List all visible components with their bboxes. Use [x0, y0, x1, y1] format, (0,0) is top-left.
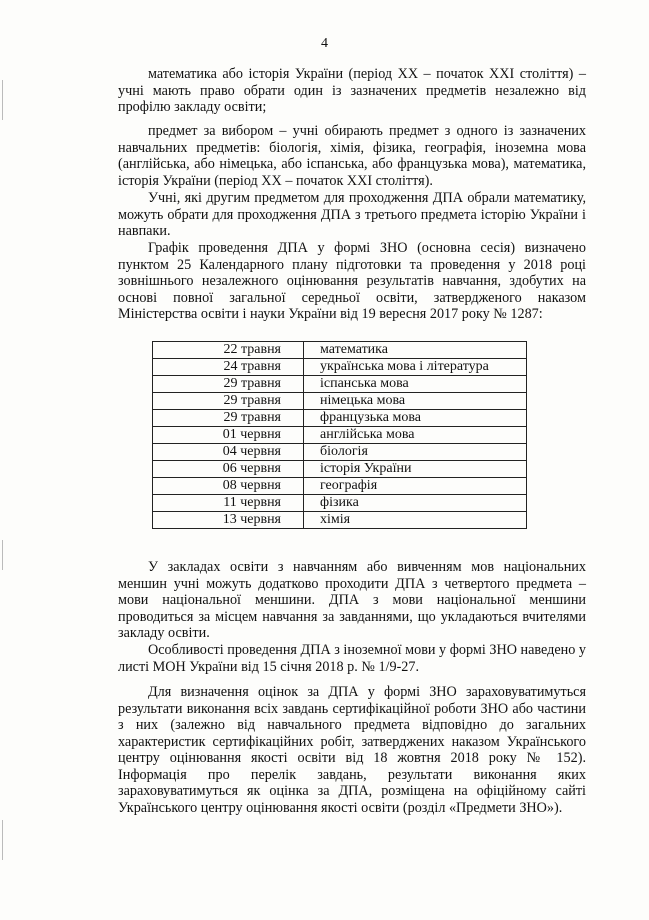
- paragraph-text: У закладах освіти з навчанням або вивченням мов національних меншин учні можуть додатково проходити ДПА з четвертого предмета – мови національної меншини. ДПА з мови національної меншини проводиться за місцем навчання за завданнями, що укладаються вчителями закладу освіти.: [118, 559, 586, 641]
- exam-subject-cell: німецька мова: [304, 393, 527, 410]
- paragraph-math-or-history: [118, 66, 586, 116]
- table-row: [153, 461, 527, 478]
- scan-edge-mark: [2, 820, 3, 860]
- exam-subject-cell: фізика: [304, 495, 527, 512]
- exam-subject-cell: українська мова і література: [304, 359, 527, 376]
- exam-date-cell: 13 червня: [153, 512, 304, 529]
- exam-date-cell: 29 травня: [153, 376, 304, 393]
- paragraph-third-subject: [118, 190, 586, 240]
- table-row: [153, 410, 527, 427]
- exam-subject-cell: математика: [304, 342, 527, 359]
- table-row: [153, 427, 527, 444]
- exam-date-cell: 11 червня: [153, 495, 304, 512]
- table-row: [153, 478, 527, 495]
- table-row: [153, 376, 527, 393]
- table-row: [153, 342, 527, 359]
- exam-subject-cell: історія України: [304, 461, 527, 478]
- scan-edge-mark: [2, 80, 3, 120]
- exam-date-cell: 04 червня: [153, 444, 304, 461]
- paragraph-schedule-intro: [118, 240, 586, 323]
- table-row: [153, 512, 527, 529]
- exam-subject-cell: географія: [304, 478, 527, 495]
- page-number: 4: [321, 36, 328, 51]
- paragraph-text: математика або історія України (період ХХ – початок ХХІ століття) – учні мають право обрати один із зазначених предметів незалежно від профілю закладу освіти;: [118, 66, 586, 115]
- exam-subject-cell: іспанська мова: [304, 376, 527, 393]
- exam-date-cell: 06 червня: [153, 461, 304, 478]
- exam-subject-cell: біологія: [304, 444, 527, 461]
- exam-schedule-table: [152, 341, 527, 529]
- exam-date-cell: 01 червня: [153, 427, 304, 444]
- table-row: [153, 393, 527, 410]
- paragraph-grading: [118, 684, 586, 816]
- paragraph-text: Особливості проведення ДПА з іноземної мови у формі ЗНО наведено у листі МОН України від 15 січня 2018 р. № 1/9-27.: [118, 642, 586, 675]
- exam-date-cell: 22 травня: [153, 342, 304, 359]
- exam-date-cell: 29 травня: [153, 393, 304, 410]
- exam-date-cell: 08 червня: [153, 478, 304, 495]
- paragraph-text: Графік проведення ДПА у формі ЗНО (основна сесія) визначено пунктом 25 Календарного плану підготовки та проведення у 2018 році зовнішнього незалежного оцінювання результатів навчання, здобутих на основі повної загальної середньої освіти, затвердженого наказом Міністерства освіти і науки України від 19 вересня 2017 року № 1287:: [118, 240, 586, 322]
- table-row: [153, 359, 527, 376]
- table-row: [153, 444, 527, 461]
- exam-date-cell: 24 травня: [153, 359, 304, 376]
- paragraph-minority-language: [118, 559, 586, 642]
- paragraph-text: предмет за вибором – учні обирають предмет з одного із зазначених навчальних предметів: біологія, хімія, фізика, географія, іноземна мова (англійська, або німецька, або іспанська, або французька мова), математика, історія України (період ХХ – початок ХХІ століття).: [118, 123, 586, 189]
- exam-date-cell: 29 травня: [153, 410, 304, 427]
- paragraph-elective-subject: [118, 123, 586, 189]
- scan-edge-mark: [2, 540, 3, 570]
- exam-subject-cell: французька мова: [304, 410, 527, 427]
- paragraph-text: Для визначення оцінок за ДПА у формі ЗНО зараховуватимуться результати виконання всіх завдань сертифікаційної роботи ЗНО або частини з них (залежно від навчального предмета відповідно до загальних характеристик сертифікаційних робіт, затверджених наказом Українського центру оцінювання якості освіти від 18 жовтня 2018 року № 152). Інформація про перелік завдань, результати виконання яких зараховуватимуться як оцінка за ДПА, розміщена на офіційному сайті Українського центру оцінювання якості освіти (розділ «Предмети ЗНО»).: [118, 684, 586, 816]
- paragraph-text: Учні, які другим предметом для проходження ДПА обрали математику, можуть обрати для проходження ДПА з третього предмета історію України і навпаки.: [118, 190, 586, 239]
- paragraph-foreign-language: [118, 642, 586, 675]
- table-row: [153, 495, 527, 512]
- exam-subject-cell: хімія: [304, 512, 527, 529]
- exam-subject-cell: англійська мова: [304, 427, 527, 444]
